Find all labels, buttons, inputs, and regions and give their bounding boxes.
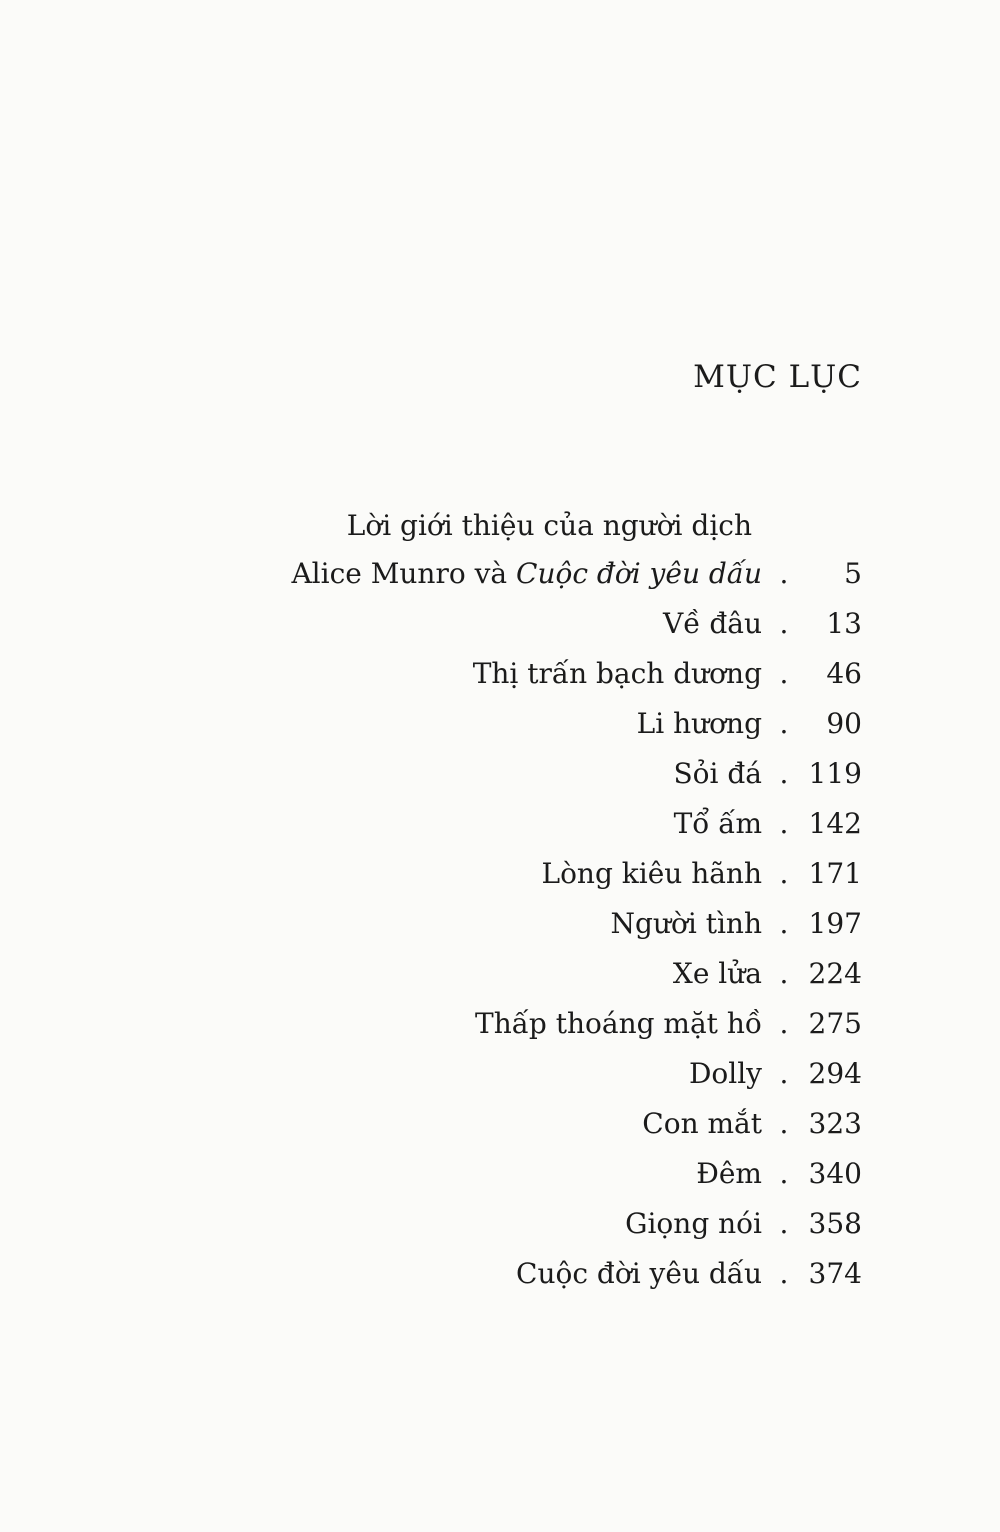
toc-entry xyxy=(142,757,862,810)
toc-page-number: 171 xyxy=(808,857,862,890)
toc-entry xyxy=(142,1257,862,1310)
toc-page-number: 275 xyxy=(808,1007,862,1040)
toc-intro-entry xyxy=(142,557,862,610)
toc-entry xyxy=(142,1157,862,1210)
toc-entry-title: Thị trấn bạch dương xyxy=(472,657,762,690)
toc-separator-dot: . xyxy=(779,1207,789,1240)
toc-page-number: 90 xyxy=(826,707,862,740)
toc-entry-title: Giọng nói xyxy=(625,1207,762,1240)
toc-separator-dot: . xyxy=(779,557,789,590)
toc-separator-dot: . xyxy=(779,707,789,740)
toc-separator-dot: . xyxy=(779,807,789,840)
toc-intro-prefix: Alice Munro và xyxy=(291,557,517,590)
toc-intro-title-line1: Lời giới thiệu của người dịch xyxy=(346,509,752,542)
toc-entry xyxy=(142,957,862,1010)
toc-entry xyxy=(142,607,862,660)
toc-entry xyxy=(142,707,862,760)
toc-intro-title-line2 xyxy=(291,557,762,590)
toc-page-number: 142 xyxy=(808,807,862,840)
toc-separator-dot: . xyxy=(779,657,789,690)
toc-separator-dot: . xyxy=(779,1157,789,1190)
toc-entry-title: Con mắt xyxy=(642,1107,762,1140)
toc-page-number: 294 xyxy=(808,1057,862,1090)
toc-entry-title: Li hương xyxy=(636,707,762,740)
toc-page-number: 119 xyxy=(808,757,862,790)
toc-page-number: 374 xyxy=(808,1257,862,1290)
toc-page-number: 358 xyxy=(808,1207,862,1240)
toc-entry xyxy=(142,1007,862,1060)
toc-entry xyxy=(142,1057,862,1110)
toc-list xyxy=(142,557,862,1310)
toc-entry xyxy=(142,907,862,960)
toc-entry-title: Đêm xyxy=(696,1157,762,1190)
toc-separator-dot: . xyxy=(779,1057,789,1090)
toc-separator-dot: . xyxy=(779,1257,789,1290)
toc-intro-book-title: Cuộc đời yêu dấu xyxy=(516,557,762,590)
toc-separator-dot: . xyxy=(779,757,789,790)
toc-separator-dot: . xyxy=(779,607,789,640)
toc-entry-title: Lòng kiêu hãnh xyxy=(541,857,762,890)
toc-entry xyxy=(142,1107,862,1160)
toc-entry-title: Dolly xyxy=(688,1057,762,1090)
toc-entry-title: Xe lửa xyxy=(672,957,762,990)
toc-page-number: 13 xyxy=(826,607,862,640)
toc-entry xyxy=(142,807,862,860)
toc-entry xyxy=(142,1207,862,1260)
toc-page-number: 224 xyxy=(808,957,862,990)
toc-separator-dot: . xyxy=(779,957,789,990)
toc-entry-title: Cuộc đời yêu dấu xyxy=(516,1257,762,1290)
toc-page-number: 340 xyxy=(808,1157,862,1190)
toc-separator-dot: . xyxy=(779,1007,789,1040)
toc-separator-dot: . xyxy=(779,857,789,890)
toc-separator-dot: . xyxy=(779,907,789,940)
toc-page-number: 5 xyxy=(844,557,862,590)
toc-heading: MỤC LỤC xyxy=(693,359,862,395)
toc-entry-title: Sỏi đá xyxy=(673,757,762,790)
toc-entry xyxy=(142,657,862,710)
toc-page-number: 197 xyxy=(808,907,862,940)
toc-separator-dot: . xyxy=(779,1107,789,1140)
toc-entry xyxy=(142,857,862,910)
toc-page-number: 46 xyxy=(826,657,862,690)
toc-page-number: 323 xyxy=(808,1107,862,1140)
toc-entry-title: Tổ ấm xyxy=(673,807,762,840)
toc-entry-title: Thấp thoáng mặt hồ xyxy=(475,1007,762,1040)
toc-entry-title: Về đâu xyxy=(663,607,762,640)
toc-entry-title: Người tình xyxy=(610,907,762,940)
